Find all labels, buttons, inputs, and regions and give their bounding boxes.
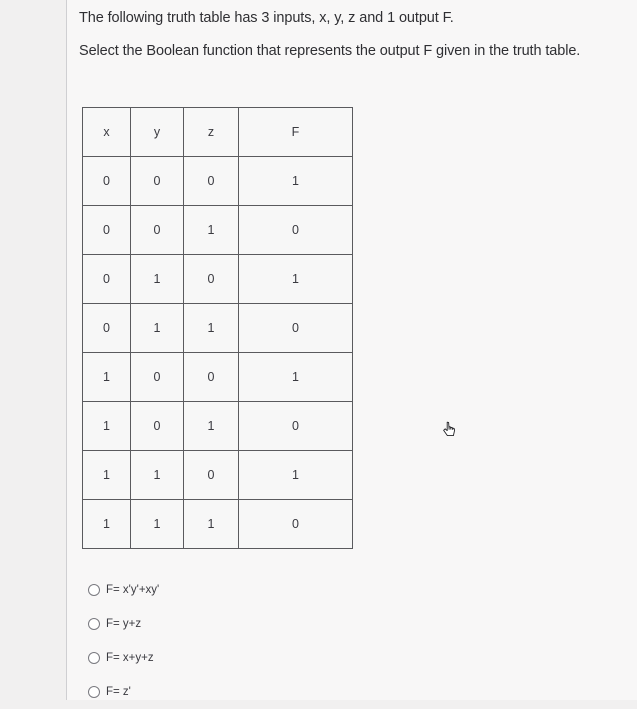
- cell-x: 0: [83, 255, 131, 304]
- header-y: y: [131, 108, 184, 157]
- cell-z: 0: [184, 255, 239, 304]
- option-label: F= y+z: [106, 618, 142, 630]
- cell-z: 0: [184, 451, 239, 500]
- cell-x: 1: [83, 402, 131, 451]
- cell-x: 1: [83, 353, 131, 402]
- mouse-pointer-icon: [441, 421, 457, 439]
- cell-f: 0: [239, 304, 353, 353]
- cell-f: 1: [239, 255, 353, 304]
- radio-button-icon[interactable]: [88, 686, 100, 698]
- cell-x: 0: [83, 206, 131, 255]
- option-label: F= z': [106, 686, 131, 698]
- cell-z: 0: [184, 353, 239, 402]
- option-label: F= x'y'+xy': [106, 584, 160, 596]
- cell-z: 1: [184, 500, 239, 549]
- header-z: z: [184, 108, 239, 157]
- cell-z: 1: [184, 402, 239, 451]
- cell-x: 0: [83, 157, 131, 206]
- cell-f: 0: [239, 206, 353, 255]
- option-2[interactable]: [88, 607, 159, 641]
- cell-x: 1: [83, 500, 131, 549]
- cell-x: 1: [83, 451, 131, 500]
- header-f: F: [239, 108, 353, 157]
- cell-f: 1: [239, 157, 353, 206]
- question-line-1: The following truth table has 3 inputs, x, y, z and 1 output F.: [79, 10, 454, 26]
- table-row: [83, 451, 353, 500]
- cell-y: 1: [131, 500, 184, 549]
- cell-y: 0: [131, 157, 184, 206]
- option-label: F= x+y+z: [106, 652, 154, 664]
- radio-button-icon[interactable]: [88, 618, 100, 630]
- table-row: [83, 157, 353, 206]
- cell-f: 0: [239, 500, 353, 549]
- cell-f: 1: [239, 451, 353, 500]
- cell-x: 0: [83, 304, 131, 353]
- table-row: [83, 206, 353, 255]
- question-line-2: Select the Boolean function that represents the output F given in the truth table.: [79, 43, 581, 59]
- cell-y: 1: [131, 304, 184, 353]
- cell-z: 1: [184, 206, 239, 255]
- cell-y: 1: [131, 255, 184, 304]
- table-row: [83, 500, 353, 549]
- table-header-row: [83, 108, 353, 157]
- radio-button-icon[interactable]: [88, 652, 100, 664]
- answer-options: [88, 573, 159, 709]
- option-1[interactable]: [88, 573, 159, 607]
- table-row: [83, 304, 353, 353]
- cell-f: 0: [239, 402, 353, 451]
- table-row: [83, 402, 353, 451]
- truth-table: [82, 107, 353, 549]
- table-row: [83, 353, 353, 402]
- radio-button-icon[interactable]: [88, 584, 100, 596]
- header-x: x: [83, 108, 131, 157]
- option-4[interactable]: [88, 675, 159, 709]
- table-row: [83, 255, 353, 304]
- cell-y: 0: [131, 206, 184, 255]
- cell-y: 1: [131, 451, 184, 500]
- cell-y: 0: [131, 353, 184, 402]
- cell-y: 0: [131, 402, 184, 451]
- cell-z: 1: [184, 304, 239, 353]
- option-3[interactable]: [88, 641, 159, 675]
- cell-f: 1: [239, 353, 353, 402]
- cell-z: 0: [184, 157, 239, 206]
